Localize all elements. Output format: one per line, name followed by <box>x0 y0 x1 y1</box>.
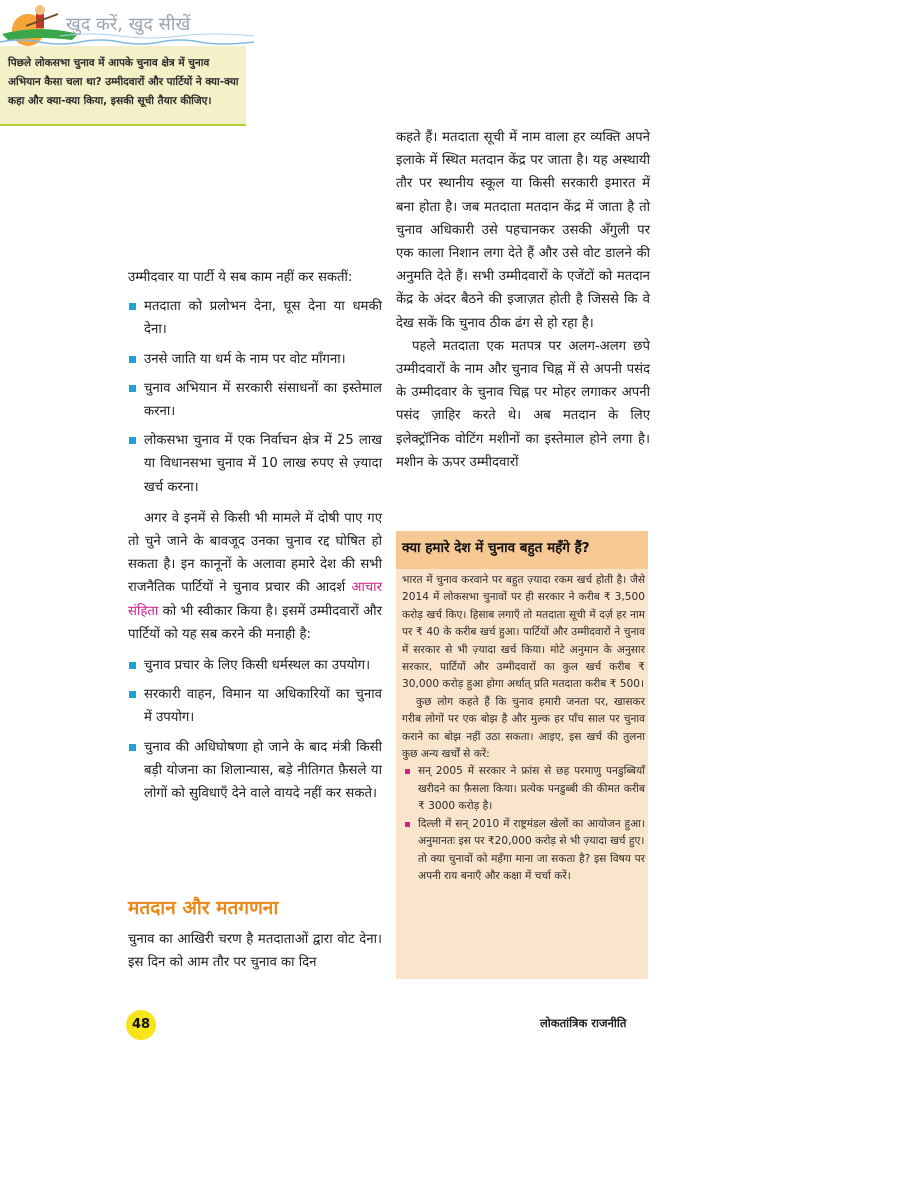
bullet-square-icon <box>129 303 136 310</box>
list-item <box>128 683 382 729</box>
list-item-text: चुनाव की अधिघोषणा हो जाने के बाद मंत्री किसी बड़ी योजना का शिलान्यास, बड़े नीतिगत फ़ैसले या लोगों को सुविधाएँ देने वाले वायदे नहीं कर सकते। <box>144 739 382 802</box>
activity-title: खुद करें, खुद सीखें <box>66 14 191 35</box>
activity-text: पिछले लोकसभा चुनाव में आपके चुनाव क्षेत्र में चुनाव अभियान कैसा चला था? उम्मीदवारों और पार्टियों ने क्या-क्या कहा और क्या-क्या किया, इसकी सूची तैयार कीजिए। <box>0 46 246 126</box>
intro-text: उम्मीदवार या पार्टी ये सब काम नहीं कर सकतीं: <box>128 270 353 285</box>
list-item <box>128 429 382 499</box>
list-item <box>128 654 382 677</box>
list-item <box>128 736 382 806</box>
left-closing-text <box>128 928 382 974</box>
info-paragraph: भारत में चुनाव करवाने पर बहुत ज़्यादा रकम खर्च होती है। जैसे 2014 में लोकसभा चुनावों पर ही सरकार ने करीब ₹ 3,500 करोड़ खर्च किए। हिसाब लगाएँ तो मतदाता सूची में दर्ज़ हर नाम पर ₹ 40 के करीब खर्च हुआ। पार्टियों और उम्मीदवारों ने चुनाव में सरकार से भी ज़्यादा खर्च किया। मोटे अनुमान के अनुसार सरकार, पार्टियों और उम्मीदवारों का कुल खर्च करीब ₹ 30,000 करोड़ हुआ होगा अर्थात् प्रति मतदाता करीब ₹ 500। <box>402 574 645 691</box>
code-of-conduct-paragraph <box>128 507 382 646</box>
highlighted-term: आचार संहिता <box>128 580 382 619</box>
list-item-text: सन् 2005 में सरकार ने फ्रांस से छह परमाणु पनडुब्बियाँ खरीदने का फ़ैसला किया। प्रत्येक पनडुब्बी की कीमत करीब ₹ 3000 करोड़ है। <box>418 765 645 813</box>
list-item <box>402 763 645 815</box>
bullet-square-icon <box>405 822 410 827</box>
list-item <box>128 295 382 341</box>
bullet-square-icon <box>129 744 136 751</box>
paragraph-text: को भी स्वीकार किया है। इसमें उम्मीदवारों और पार्टियों को यह सब करने की मनाही है: <box>128 603 383 642</box>
evm-paragraph: पहले मतदाता एक मतपत्र पर अलग-अलग छपे उम्मीदवारों के नाम और चुनाव चिह्न में से अपनी पसंद के उम्मीदवार के चुनाव चिह्न पर मोहर लगाकर अपनी पसंद ज़ाहिर करते थे। अब मतदान के लिए इलेक्ट्रॉनिक वोटिंग मशीनों का इस्तेमाल होने लगा है। मशीन के ऊपर उम्मीदवारों <box>396 338 650 470</box>
info-box-body <box>402 572 645 885</box>
polling-paragraph: कहते हैं। मतदाता सूची में नाम वाला हर व्यक्ति अपने इलाके में स्थित मतदान केंद्र पर जाता है। यह अस्थायी तौर पर स्थानीय स्कूल या किसी सरकारी इमारत में बना होता है। जब मतदाता मतदान केंद्र में जाता है तो चुनाव अधिकारी उसे पहचानकर उसकी अँगुली पर एक काला निशान लगा देते हैं और उसे वोट डालने की अनुमति देते हैं। सभी उम्मीदवारों के एजेंटों को मतदान केंद्र के अंदर बैठने की इजाज़त होती है जिससे कि वे देख सकें कि चुनाव ठीक ढंग से हो रहा है। <box>396 130 650 331</box>
list-item-text: चुनाव अभियान में सरकारी संसाधनों का इस्तेमाल करना। <box>144 380 382 420</box>
bullet-square-icon <box>129 662 136 669</box>
book-title: लोकतांत्रिक राजनीति <box>540 1016 627 1030</box>
list-item <box>128 348 382 371</box>
right-column <box>396 126 650 474</box>
info-paragraph: कुछ लोग कहते हैं कि चुनाव हमारी जनता पर, खासकर गरीब लोगों पर एक बोझ है और मुल्क हर पाँच साल पर चुनाव कराने का बोझ नहीं उठा सकता। आइए, इस खर्च की तुलना कुछ अन्य खर्चों से करें: <box>402 695 645 761</box>
page-number: 48 <box>126 1010 156 1040</box>
list-item-text: लोकसभा चुनाव में एक निर्वाचन क्षेत्र में 25 लाख या विधानसभा चुनाव में 10 लाख रुपए से ज़्यादा खर्च करना। <box>144 433 382 495</box>
info-paragraph: तो क्या चुनावों को महँगा माना जा सकता है? इस विषय पर अपनी राय बनाएँ और कक्षा में चर्चा करें। <box>418 852 645 882</box>
activity-box <box>0 0 254 126</box>
bullet-square-icon <box>129 385 136 392</box>
info-box-title: क्या हमारे देश में चुनाव बहुत महँगे हैं? <box>396 531 648 569</box>
left-column <box>128 266 382 811</box>
closing-paragraph: चुनाव का आखिरी चरण है मतदाताओं द्वारा वोट देना। इस दिन को आम तौर पर चुनाव का दिन <box>128 932 382 971</box>
list-item-text: मतदाता को प्रलोभन देना, घूस देना या धमकी देना। <box>144 299 382 338</box>
list-item-text: सरकारी वाहन, विमान या अधिकारियों का चुनाव में उपयोग। <box>144 687 382 726</box>
info-box <box>396 531 648 979</box>
section-heading: मतदान और मतगणना <box>128 897 279 919</box>
list-item-text: उनसे जाति या धर्म के नाम पर वोट माँगना। <box>144 351 346 367</box>
paragraph-text: अगर वे इनमें से किसी भी मामले में दोषी पाए गए तो चुने जाने के बावजूद उनका चुनाव रद्द घोषित हो सकता है। इन कानूनों के अलावा हमारे देश की सभी राजनैतिक पार्टियों ने चुनाव प्रचार की आदर्श <box>128 510 382 596</box>
bullet-square-icon <box>129 691 136 698</box>
activity-header <box>0 0 254 46</box>
bullet-square-icon <box>405 769 410 774</box>
list-item <box>402 816 645 851</box>
list-item-text: दिल्ली में सन् 2010 में राष्ट्रमंडल खेलों का आयोजन हुआ। अनुमानतः इस पर ₹20,000 करोड़ से भी ज़्यादा खर्च हुए। <box>418 817 645 848</box>
list-item <box>128 377 382 423</box>
list-item-text: चुनाव प्रचार के लिए किसी धर्मस्थल का उपयोग। <box>144 658 371 674</box>
bullet-square-icon <box>129 437 136 444</box>
bullet-square-icon <box>129 356 136 363</box>
